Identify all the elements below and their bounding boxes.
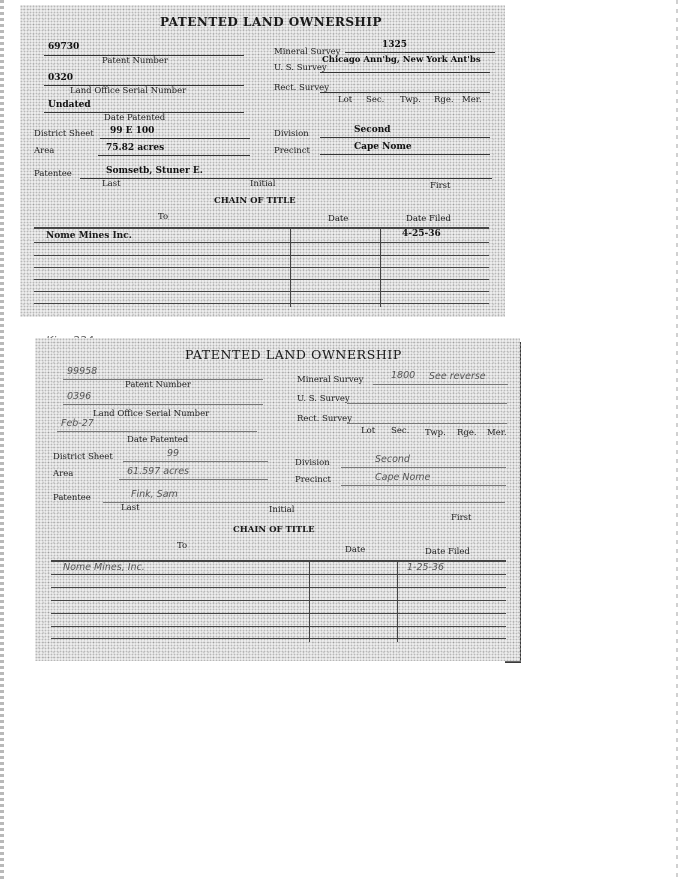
table-col-divider [380,227,381,307]
mineral-survey-line [345,52,495,53]
rect-survey-line [347,423,507,424]
table-row-line [34,255,489,256]
area-line [119,479,268,480]
lot-header-rge: Rge. [434,95,454,105]
table-row-line [34,291,489,292]
col-to-header: To [158,212,169,222]
table-row-line [51,638,506,639]
chain-row-to: Nome Mines Inc. [46,231,132,241]
lot-header-sec: Sec. [391,426,410,436]
date-patented-label: Date Patented [104,113,166,123]
lot-header-sec: Sec. [366,95,385,105]
col-date-header: Date [328,214,349,224]
patentee-value: Fink, Sam [131,489,178,500]
table-row-line [51,613,506,614]
lot-header-lot: Lot [338,95,353,105]
col-date-filed-header: Date Filed [425,547,470,557]
lot-header-mer: Mer. [462,95,482,105]
col-date-header: Date [345,545,366,555]
date-patented-line [57,431,257,432]
us-survey-label: U. S. Survey [274,63,327,73]
mineral-survey-value: 1325 [382,40,408,50]
land-card-top [20,5,505,317]
division-label: Division [274,129,309,139]
mineral-survey-line [373,384,508,385]
table-col-divider [309,560,310,642]
district-sheet-label: District Sheet [53,452,113,462]
division-value: Second [354,125,391,135]
col-date-filed-header: Date Filed [406,214,451,224]
district-sheet-label: District Sheet [34,129,94,139]
district-sheet-value: 99 E 100 [110,126,155,136]
card-title: PATENTED LAND OWNERSHIP [160,15,382,29]
table-col-divider [397,560,398,642]
lot-header-twp: Twp. [400,95,421,105]
division-line [320,137,490,138]
name-part-first: First [451,513,472,523]
us-survey-line [347,403,507,404]
serial-label: Land Office Serial Number [93,409,210,419]
division-label: Division [295,458,330,468]
us-survey-label: U. S. Survey [297,394,350,404]
serial-label: Land Office Serial Number [70,86,187,96]
card-title: PATENTED LAND OWNERSHIP [185,347,402,362]
chain-row-date-filed: 1-25-36 [407,562,445,573]
name-part-initial: Initial [269,505,295,515]
precinct-line [341,485,506,486]
page-edge-left [0,0,4,880]
area-label: Area [34,146,55,156]
precinct-value: Cape Nome [354,142,412,152]
patent-number-label: Patent Number [125,380,191,390]
patentee-line [80,178,492,179]
mineral-survey-label: Mineral Survey [297,375,364,385]
precinct-label: Precinct [274,146,310,156]
area-value: 75.82 acres [106,143,165,153]
us-survey-line [320,72,490,73]
patentee-label: Patentee [53,493,91,503]
lot-header-twp: Twp. [425,428,446,438]
chain-row-date-filed: 4-25-36 [402,229,441,239]
district-sheet-value: 99 [167,448,180,459]
mineral-survey-label: Mineral Survey [274,47,341,57]
patent-number-value: 99958 [67,366,98,377]
mineral-survey-value: 1800 [391,370,416,381]
patent-number-label: Patent Number [102,56,168,66]
precinct-line [320,154,490,155]
lot-header-mer: Mer. [487,428,507,438]
lot-header-lot: Lot [361,426,376,436]
table-row-line [34,267,489,268]
name-part-initial: Initial [250,179,276,189]
chain-of-title-heading: CHAIN OF TITLE [233,525,315,535]
table-row-line [51,574,506,575]
area-label: Area [53,469,74,479]
table-row-line [51,600,506,601]
area-value: 61.597 acres [127,466,190,477]
serial-value: 0320 [48,73,74,83]
table-col-divider [290,227,291,307]
col-to-header: To [177,541,188,551]
mineral-survey-extra: See reverse [429,371,486,382]
rect-survey-line [320,92,490,93]
name-part-first: First [430,181,451,191]
precinct-label: Precinct [295,475,331,485]
land-card-bottom [35,338,520,661]
patentee-label: Patentee [34,169,72,179]
district-sheet-line [100,138,250,139]
patentee-line [103,502,505,503]
mineral-survey-extra: Chicago Ann'bg, New York Ant'bs [322,55,481,65]
rect-survey-label: Rect. Survey [274,83,330,93]
patentee-value: Somsetb, Stuner E. [106,166,203,176]
precinct-value: Cape Nome [375,472,431,483]
serial-line [63,404,263,405]
rect-survey-label: Rect. Survey [297,414,353,424]
table-row-line [34,279,489,280]
table-row-line [51,587,506,588]
area-line [98,155,250,156]
patent-number-value: 69730 [48,42,80,52]
division-value: Second [375,454,410,465]
table-row-line [34,242,489,243]
date-patented-value: Undated [48,100,91,110]
table-row-line [51,626,506,627]
name-part-last: Last [102,179,121,189]
date-patented-label: Date Patented [127,435,189,445]
chain-of-title-heading: CHAIN OF TITLE [214,196,296,206]
serial-value: 0396 [67,391,92,402]
division-line [341,467,506,468]
date-patented-value: Feb-27 [61,418,94,429]
chain-row-to: Nome Mines, Inc. [63,562,145,573]
lot-header-rge: Rge. [457,428,477,438]
district-sheet-line [123,461,268,462]
name-part-last: Last [121,503,140,513]
table-row-line [34,303,489,304]
